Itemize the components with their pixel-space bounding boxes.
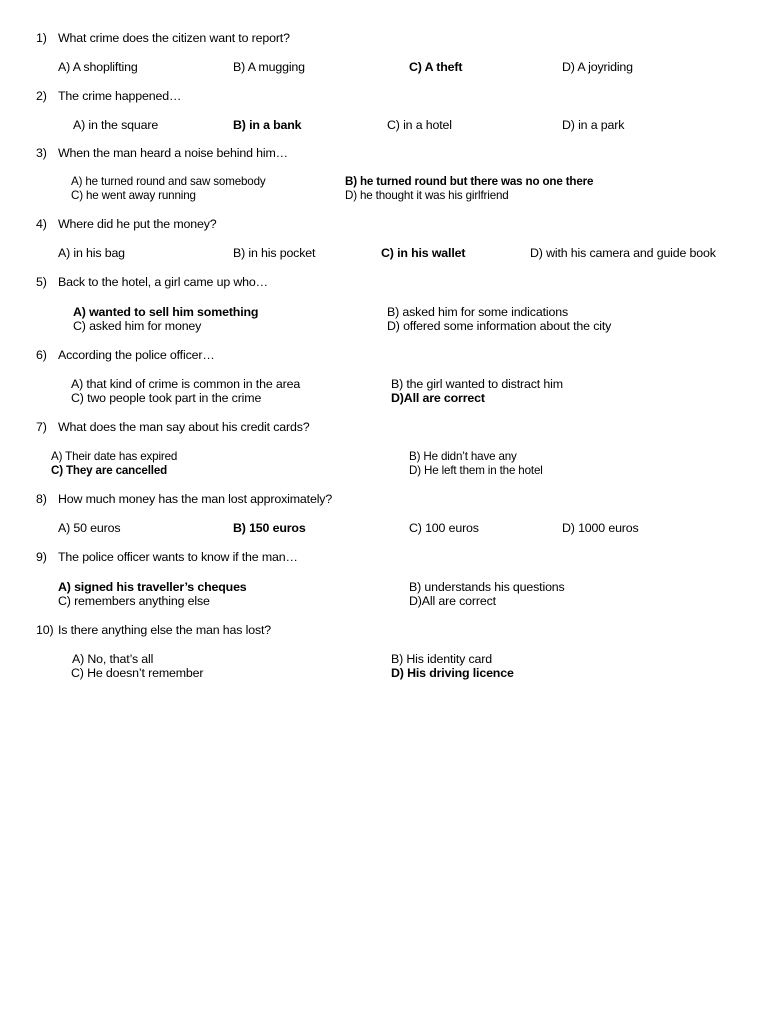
question-number: 2) (36, 89, 47, 103)
question-text: The crime happened… (58, 89, 182, 103)
option-a: A) he turned round and saw somebody (71, 175, 266, 188)
option-b: B) He didn’t have any (409, 450, 517, 463)
question-number: 1) (36, 31, 47, 45)
option-a: A) 50 euros (58, 521, 121, 535)
option-b: B) understands his questions (409, 580, 565, 594)
option-d: D) with his camera and guide book (530, 246, 716, 260)
question-number: 3) (36, 146, 47, 160)
question-text: Is there anything else the man has lost? (58, 623, 272, 637)
option-d: D)All are correct (391, 391, 485, 405)
option-c: C) two people took part in the crime (71, 391, 262, 405)
question-text: According the police officer… (58, 348, 215, 362)
option-b: B) asked him for some indications (387, 305, 568, 319)
option-c: C) asked him for money (73, 319, 202, 333)
question-text: When the man heard a noise behind him… (58, 146, 288, 160)
option-c: C) he went away running (71, 189, 196, 202)
option-a: A) Their date has expired (51, 450, 178, 463)
option-b: B) 150 euros (233, 521, 306, 535)
question-number: 7) (36, 420, 47, 434)
option-c: C) in his wallet (381, 246, 466, 260)
option-a: A) signed his traveller’s cheques (58, 580, 247, 594)
option-b: B) in his pocket (233, 246, 316, 260)
option-d: D) in a park (562, 118, 625, 132)
option-d: D) He left them in the hotel (409, 464, 543, 477)
option-b: B) His identity card (391, 652, 492, 666)
option-a: A) that kind of crime is common in the area (71, 377, 301, 391)
question-text: The police officer wants to know if the man… (58, 550, 298, 564)
question-number: 8) (36, 492, 47, 506)
option-c: C) A theft (409, 60, 463, 74)
option-d: D) A joyriding (562, 60, 633, 74)
question-text: What does the man say about his credit cards? (58, 420, 310, 434)
option-d: D) offered some information about the city (387, 319, 612, 333)
option-c: C) 100 euros (409, 521, 479, 535)
question-number: 4) (36, 217, 47, 231)
question-number: 6) (36, 348, 47, 362)
question-text: What crime does the citizen want to report? (58, 31, 290, 45)
question-text: How much money has the man lost approximately? (58, 492, 333, 506)
option-d: D) he thought it was his girlfriend (345, 189, 509, 202)
option-b: B) A mugging (233, 60, 305, 74)
option-a: A) No, that’s all (72, 652, 154, 666)
option-b: B) he turned round but there was no one there (345, 175, 594, 188)
option-b: B) in a bank (233, 118, 302, 132)
question-text: Where did he put the money? (58, 217, 217, 231)
option-a: A) in his bag (58, 246, 125, 260)
option-c: C) He doesn’t remember (71, 666, 204, 680)
option-c: C) They are cancelled (51, 464, 168, 477)
option-b: B) the girl wanted to distract him (391, 377, 563, 391)
question-number: 5) (36, 275, 47, 289)
option-a: A) in the square (73, 118, 159, 132)
question-number: 10) (36, 623, 54, 637)
option-a: A) wanted to sell him something (73, 305, 259, 319)
option-c: C) remembers anything else (58, 594, 210, 608)
question-number: 9) (36, 550, 47, 564)
question-text: Back to the hotel, a girl came up who… (58, 275, 268, 289)
option-d: D) His driving licence (391, 666, 514, 680)
option-d: D) 1000 euros (562, 521, 639, 535)
option-d: D)All are correct (409, 594, 496, 608)
option-a: A) A shoplifting (58, 60, 138, 74)
option-c: C) in a hotel (387, 118, 452, 132)
